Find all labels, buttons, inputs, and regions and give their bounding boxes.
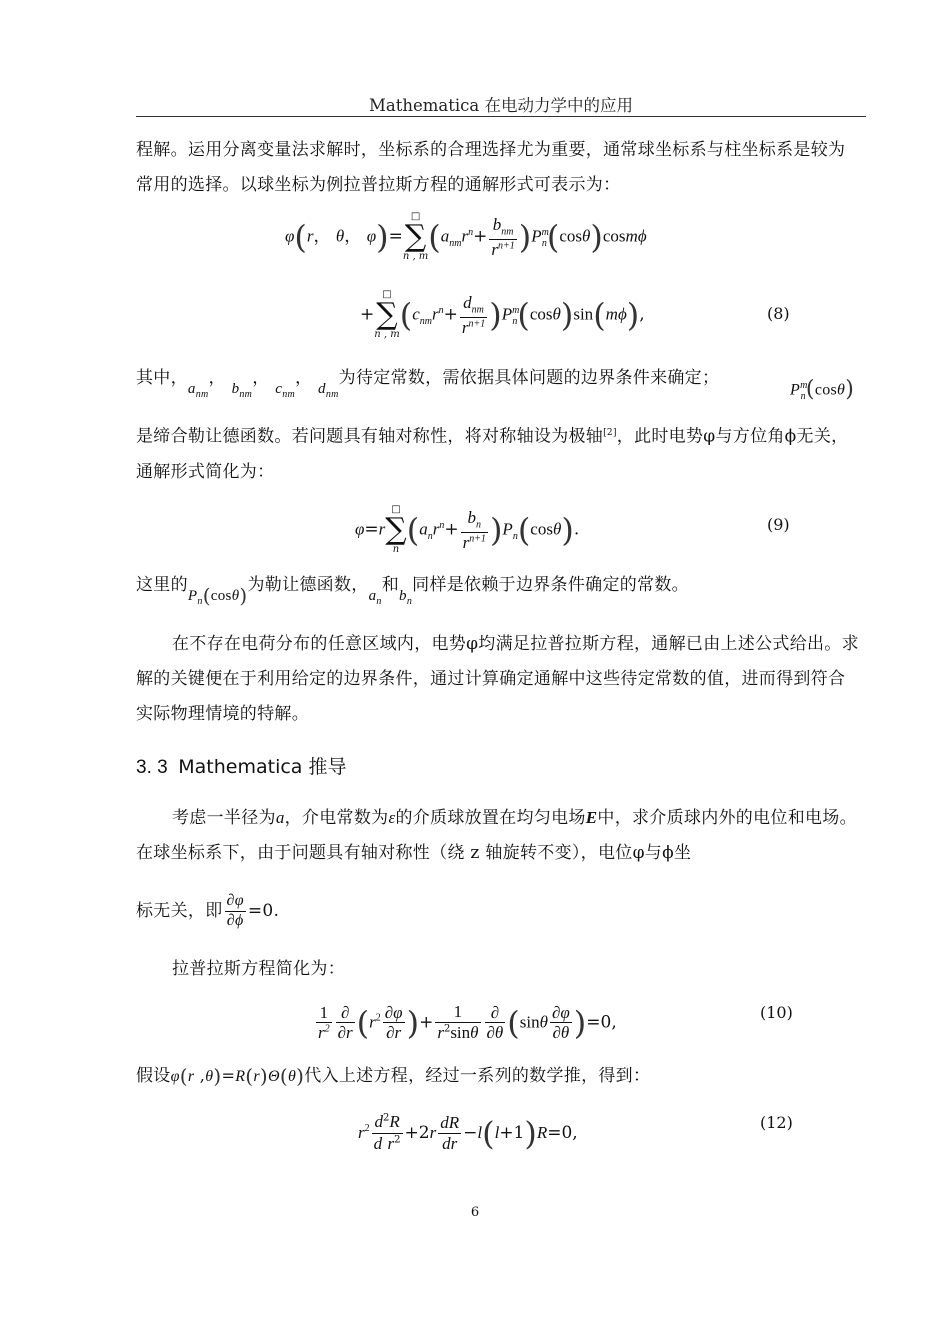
page-number: 6 — [470, 1205, 480, 1220]
text-potential-field: 中，求介质球内外的电位和电场。在球坐标系下，由于问题具有轴对称性（绕 z 轴旋转不变），电位φ与ϕ坐 — [136, 808, 857, 863]
paragraph-associated-legendre — [136, 416, 862, 490]
equation-8-line2: + □ ∑ n , m ($c_{nm}r^n+$ $\frac{d_{nm}}{r^{n+1}}$ )$P^m_n(\cos\theta)\sin(m\phi)$, — [360, 289, 645, 340]
text-constants: 同样是依赖于边界条件确定的常数。 — [412, 575, 689, 595]
equation-10-number: (10) — [760, 1003, 793, 1022]
text-axial-symmetry: ，此时电势φ与方位角ϕ无关，通解形式简化为： — [136, 426, 849, 482]
text-legendre: 为勒让德函数， — [247, 575, 369, 595]
equation-12-number: (12) — [760, 1113, 793, 1132]
text-substitute: 代入上述方程，经过一系列的数学推，得到： — [304, 1066, 651, 1086]
text-consider: 考虑一半径为 — [172, 808, 276, 828]
header-rule — [136, 116, 866, 117]
text-where: 其中， — [136, 368, 188, 388]
separation-ansatz: φ(r ,θ)=R(r)Θ(θ) — [170, 1064, 305, 1088]
citation-ref: [2] — [603, 428, 617, 438]
paragraph-laplace-solution: 在不存在电荷分布的任意区域内，电势φ均满足拉普拉斯方程，通解已由上述公式给出。求解的关键便在于利用给定的边界条件，通过计算确定通解中这些待定常数的值，进而得到符合实际物理情境的特解。 — [136, 634, 859, 724]
section-title: Mathematica 推导 — [178, 756, 347, 778]
running-header: Mathematica 在电动力学中的应用 — [369, 96, 633, 115]
equation-9: φ=r □ ∑ n ($a_nr^n+$ $\frac{b_n}{r^{n+1}}$ )$P_n(\cos\theta)$. — [355, 504, 580, 555]
text-permittivity: ，介电常数为 — [284, 808, 389, 828]
paragraph-separation — [136, 1058, 862, 1094]
paragraph-problem: 考虑一半径为a，介电常数为ε的介质球放置在均匀电场E中，求介质球内外的电位和电场。在球坐标系下，由于问题具有轴对称性（绕 z 轴旋转不变），电位φ与ϕ坐 — [136, 808, 857, 863]
legendre-associated: $P^m_n(\cos\theta)$ — [790, 376, 855, 402]
text-associated-legendre: 是缔合勒让德函数。若问题具有轴对称性，将对称轴设为极轴 — [136, 426, 604, 447]
text-undetermined: 为待定常数，需依据具体问题的边界条件来确定； — [338, 368, 720, 388]
text-and: 和 — [381, 575, 400, 595]
section-number: 3. 3 — [136, 757, 168, 778]
paragraph-coefficients: 其中，$a_{nm}$， $b_{nm}$， $c_{nm}$， $d_{nm}$为待定常数，需依据具体问题的边界条件来确定； $P^m_n(\cos\theta)$ — [136, 360, 862, 413]
equation-8-number: (8) — [767, 304, 790, 323]
equation-9-number: (9) — [767, 515, 790, 534]
paragraph-laplace-simplified: 拉普拉斯方程简化为： — [172, 959, 345, 979]
legendre-function: $P_n(\cos\theta)$ — [187, 583, 248, 608]
equation-10: $\frac{1}{r^2}$ $\frac{\partial}{\partial r}$ ($r^2$ $\frac{\partial\varphi}{\partial r}$ )+ $\frac{1}{r^2\sin\theta}$ $\frac{\partial}{\partial\theta}$ (sinθ $\frac{\partial\varphi}{\partial\theta}$ )=0, — [318, 1002, 617, 1043]
equation-12: $r^2$ $\frac{d^2R}{d r^2}$ +2r $\frac{dR}{dr}$ −l(l+1)R=0, — [358, 1112, 578, 1153]
text-here: 这里的 — [136, 575, 188, 595]
text-independent: 标无关，即 — [136, 900, 223, 921]
equation-8-line1: φ(r， θ， φ)= □ ∑ n , m ($a_{nm}r^n+$ $\frac{b_{nm}}{r^{n+1}}$ )$P^m_n(\cos\theta)\cos m\phi$ — [285, 211, 647, 262]
text-assume: 假设 — [136, 1066, 171, 1086]
paragraph-intro: 程解。运用分离变量法求解时，坐标系的合理选择尤为重要，通常球坐标系与柱坐标系是较为常用的选择。以球坐标为例拉普拉斯方程的通解形式可表示为： — [136, 140, 846, 195]
paragraph-independent: 标无关，即 $\frac{\partial\varphi}{\partial\phi}$ =0. — [136, 892, 280, 929]
text-equals-zero: =0. — [247, 900, 280, 921]
section-heading — [136, 752, 347, 779]
text-uniform-field: 的介质球放置在均匀电场 — [395, 808, 586, 828]
paragraph-legendre: 这里的$P_n(\cos\theta)$为勒让德函数，$a_n$和$b_n$同样是依赖于边界条件确定的常数。 — [136, 575, 689, 608]
